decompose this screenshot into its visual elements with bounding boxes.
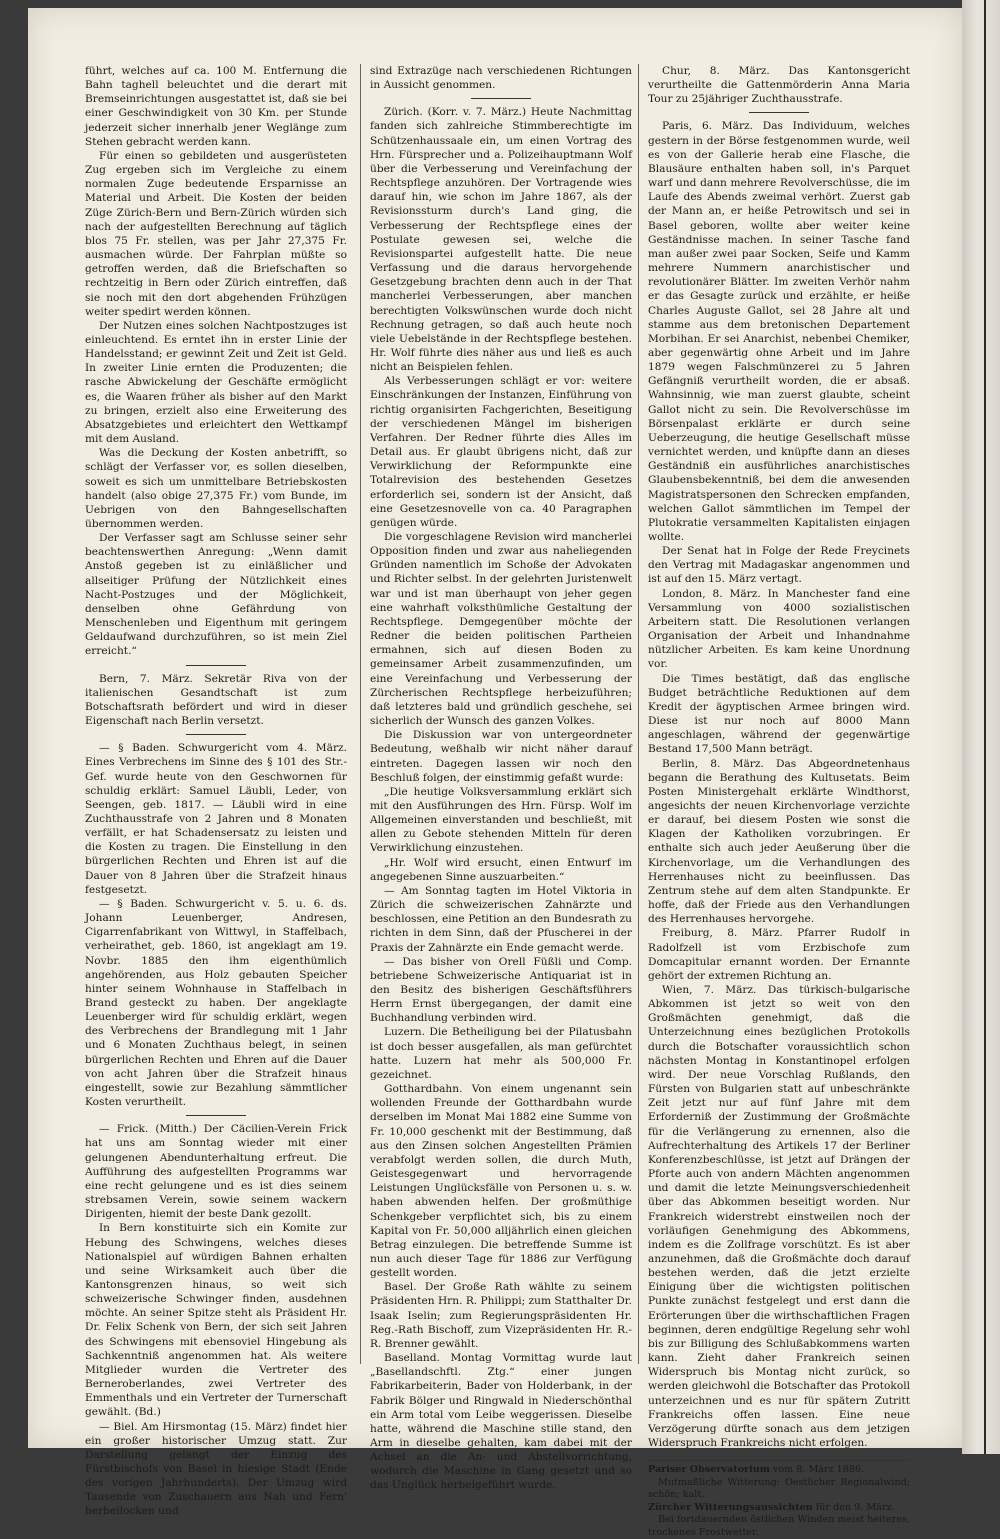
article-paragraph: führt, welches auf ca. 100 M. Entfernung die Bahn taghell beleuchtet und die derart mit Bremseinrichtungen ausgestattet ist, daß sie bei einer Geschwindigkeit von 30 Km. per Stunde jederzeit sicher innerhalb jener Weglänge zum Stehen gebracht werden kann. — [85, 65, 347, 148]
article-paragraph: Zürich. (Korr. v. 7. März.) Heute Nachmittag fanden sich zahlreiche Stimmberechtigte im Schützenhaussaale ein, um einen Vortrag des Hrn. Fürsprecher und a. Polizeihauptmann Wolf über die Verbesserung und Vereinfachung der Rechtspflege anzuhören. Der Vortragende wies darauf hin, wie schon im Jahre 1867, als der Revisionssturm durch's Land ging, die Verbesserung der Rechtspflege eines der Postulate gewesen sei, welche die Revisionspartei aufgestellt hatte. Die neue Verfassung und die daraus hervorgehende Gesetzgebung brachten denn auch in der That mancherlei Verbesserungen, aber manchen berechtigten Volkswünschen wurde doch nicht Rechnung getragen, so daß auch heute noch viele Uebelstände in der Rechtspflege bestehen. Hr. Wolf führte dies näher aus und ließ es auch nicht an Beispielen fehlen. — [370, 106, 632, 374]
article-paragraph: Der Verfasser sagt am Schlusse seiner sehr beachtenswerthen Anregung: „Wenn damit Anstoß gegeben ist zu einläßlicher und allseitiger Prüfung der Nützlichkeit eines Nacht-Postzuges und der Möglichkeit, denselben ohne Gefährdung von Menschenleben und Eigenthum mit geringem Geldaufwand durchzuführen, so ist mein Ziel erreicht.“ — [85, 532, 347, 658]
zurich-forecast: Bei fortdauernden östlichen Winden meist heiteres, trockenes Frostwetter. — [648, 1514, 910, 1538]
column-right — [648, 64, 910, 1539]
column-left — [85, 64, 347, 1519]
zurich-weather-title: Zürcher Witterungsaussichten — [648, 1501, 813, 1513]
article-separator — [186, 1115, 246, 1116]
article-paragraph: Die Diskussion war von untergeordneter Bedeutung, weßhalb wir nicht näher darauf eintreten. Dagegen lassen wir noch den Beschluß folgen, der einstimmig gefaßt wurde: — [370, 729, 632, 784]
observatory-forecast: Mutmaßliche Witterung: Oestlicher Regionalwind; schön; kalt. — [648, 1476, 910, 1501]
article-paragraph: Die vorgeschlagene Revision wird mancherlei Opposition finden und zwar aus naheliegenden Gründen namentlich im Schoße der Advokaten und Richter selbst. In der gelehrten Juristenwelt war und ist man überhaupt von jeher gegen eine wahrhaft volksthümliche Gestaltung der Rechtspflege. Demgegenüber möchte der Redner die beiden politischen Partheien ermahnen, sich auf diesen Boden zu gemeinsamer Arbeit zusammenzufinden, um eine Vereinfachung und Verbesserung der Zürcherischen Rechtspflege herbeizuführen; daß letzteres bald und gründlich geschehe, sei sicherlich der Wunsch des ganzen Volkes. — [370, 531, 632, 728]
article-paragraph: — Biel. Am Hirsmontag (15. März) findet hier ein großer historischer Umzug statt. Zur Darstellung gelangt der Einzug des Fürstbischofs von Basel in hiesige Stadt (Ende des vorigen Jahrhunderts). Der Umzug wird Tausende von Zuschauern aus Nah und Fern' herbeilocken und — [85, 1420, 347, 1518]
article-paragraph: Paris, 6. März. Das Individuum, welches gestern in der Börse festgenommen wurde, weil es von der Gallerie herab eine Flasche, die Blausäure enthalten haben soll, in's Parquet warf und dann mehrere Revolverschüsse, die im Laufe des Abends zweimal verhört. Zuerst gab der Mann an, er heiße Petrowitsch und sei in Basel geboren, wollte aber weiter keine Geständnisse machen. In seiner Tasche fand man außer zwei paar Socken, Seife und Kamm mehrere Nummern anarchistischer und revolutionärer Blätter. Im zweiten Verhör nahm er das Gesagte zurück und erzählte, er heiße Charles Auguste Gallot, sei 28 Jahre alt und stamme aus dem bretonischen Departement Morbihan. Er sei Anarchist, nebenbei Chemiker, aber gegenwärtig ohne Arbeit und im Jahre 1879 wegen Falschmünzerei zu 5 Jahren Gefängniß verurtheilt worden, die er absaß. Wahnsinnig, wie man zuerst glaubte, scheint Gallot nicht zu sein. Die Revolverschüsse im Börsenpalast erklärte er durch seine Ueberzeugung, die heutige Gesellschaft müsse vernichtet werden, und knüpfte dann an dieses Geständniß ein ausführliches anarchistisches Glaubensbekenntniß, bei dem die anwesenden Magistratspersonen den Schrecken empfanden, welchen Gallot sämmtlichen im Tempel der Plutokratie versammelten Kapitalisten einjagen wollte. — [648, 120, 910, 543]
article-paragraph: Bern, 7. März. Sekretär Riva von der italienischen Gesandtschaft ist zum Botschaftsrath befördert und wird in dieser Eigenschaft nach Berlin versetzt. — [85, 672, 347, 728]
article-separator — [749, 112, 809, 113]
article-paragraph: Luzern. Die Betheiligung bei der Pilatusbahn ist doch besser ausgefallen, als man gefürchtet hatte. Luzern hat mehr als 500,000 Fr. gezeichnet. — [370, 1026, 632, 1081]
article-paragraph: Die Times bestätigt, daß das englische Budget beträchtliche Reduktionen auf dem Kredit der ägyptischen Armee bringen wird. Diese ist nur noch auf 8000 Mann angeschlagen, während der gegenwärtige Bestand 17,500 Mann beträgt. — [648, 672, 910, 756]
article-separator — [186, 734, 246, 735]
article-paragraph: Gotthardbahn. Von einem ungenannt sein wollenden Freunde der Gotthardbahn wurde derselben im Monat Mai 1882 eine Summe von Fr. 10,000 geschenkt mit der Bestimmung, daß aus den Zinsen solchen Angestellten Prämien verabfolgt werden sollen, die durch Muth, Geistesgegenwart und hervorragende Leistungen Unglücksfälle von Personen u. s. w. haben abwenden helfen. Der großmüthige Schenkgeber verpflichtet sich, bis zu einem Kapital von Fr. 50,000 alljährlich einen gleichen Betrag einzulegen. Die betreffende Summe ist nun auch dieser Tage für 1886 zur Verfügung gestellt worden. — [370, 1083, 632, 1280]
article-paragraph: Der Nutzen eines solchen Nachtpostzuges ist einleuchtend. Es erntet ihn in erster Linie der Handelsstand; er gewinnt Zeit und Zeit ist Geld. In zweiter Linie ernten die Produzenten; die rasche Abwickelung der Geschäfte ermöglicht es, die Waaren früher als bisher auf den Markt zu bringen, erzielt also eine Erweiterung des Absatzgebietes und erleichtert den Wettkampf mit dem Ausland. — [85, 319, 347, 446]
article-separator — [471, 98, 531, 99]
article-separator — [186, 665, 246, 666]
weather-report — [648, 1460, 910, 1539]
column-rule — [638, 64, 639, 1364]
article-paragraph: Für einen so gebildeten und ausgerüsteten Zug ergeben sich im Vergleiche zu einem normalen Zuge bedeutende Ersparnisse an Material und Arbeit. Die Kosten der beiden Züge Zürich-Bern und Bern-Zürich würden sich nach der aufgestellten Berechnung auf täglich blos 75 Fr. stellen, was per Jahr 27,375 Fr. ausmachen würde. Der Fahrplan müßte so getroffen werden, daß die Briefschaften so rechtzeitig in Bern oder Zürich eintreffen, daß sie noch mit den dort abgehenden Frühzügen weiter spedirt werden können. — [85, 149, 347, 318]
zurich-weather — [648, 1502, 910, 1515]
article-paragraph: London, 8. März. In Manchester fand eine Versammlung von 4000 sozialistischen Arbeitern statt. Die Resolutionen verlangen Organisation der Arbeit und Inhandnahme nützlicher Arbeiten. Es kam keine Unordnung vor. — [648, 587, 910, 671]
article-paragraph: Freiburg, 8. März. Pfarrer Rudolf in Radolfzell ist vom Erzbischofe zum Domcapitular ernannt worden. Der Ernannte gehört der extremen Richtung an. — [648, 927, 910, 982]
article-paragraph: Wien, 7. März. Das türkisch-bulgarische Abkommen ist jetzt so weit von den Großmächten genehmigt, daß die Unterzeichnung eines bezüglichen Protokolls durch die Botschafter voraussichtlich schon nächsten Montag in Konstantinopel erfolgen wird. Der neue Vorschlag Rußlands, den Fürsten von Bulgarien statt auf unbeschränkte Zeit jetzt nur auf fünf Jahre mit dem Erforderniß der Zustimmung der Großmächte für die Verlängerung zu ernennen, also die Aufrechterhaltung des Artikels 17 der Berliner Konferenzbeschlüsse, ist jetzt auf Drängen der Pforte auch von andern Mächten angenommen und damit die letzte Meinungsverschiedenheit über das Abkommen beseitigt worden. Nur Frankreich widerstrebt einstweilen noch der vorläufigen Genehmigung des Abkommens, indem es die Zollfrage vorschützt. Es ist aber anzunehmen, daß die Großmächte doch darauf bestehen werden, daß die jetzt erzielte Einigung über die wichtigsten politischen Punkte zunächst festgelegt und erst dann die Erörterungen über die wirthschaftlichen Fragen beginnen, deren endgültige Regelung sehr wohl bis zur Billigung des Schlußabkommens warten kann. Zieht daher Frankreich seinen Widerspruch bis Montag nicht zurück, so werden gleichwohl die Botschafter das Protokoll unterzeichnen und es nur für spätern Zutritt Frankreichs offen lassen. Eine neue Verzögerung dürfte sonach aus dem jetzigen Widerspruch Frankreichs nicht erfolgen. — [648, 984, 910, 1449]
article-paragraph: Chur, 8. März. Das Kantonsgericht verurtheilte die Gattenmörderin Anna Maria Tour zu 25jähriger Zuchthausstrafe. — [648, 65, 910, 106]
column-middle — [370, 64, 632, 1493]
article-paragraph: — Am Sonntag tagten im Hotel Viktoria in Zürich die schweizerischen Zahnärzte und beschlossen, eine Petition an den Bundesrath zu richten in dem Sinn, daß der Pfuscherei in der Praxis der Zahnärzte ein Ende gemacht werde. — [370, 884, 632, 954]
article-paragraph: sind Extrazüge nach verschiedenen Richtungen in Aussicht genommen. — [370, 65, 632, 92]
column-rule — [360, 64, 361, 1364]
article-paragraph: — Frick. (Mitth.) Der Cäcilien-Verein Frick hat uns am Sonntag wieder mit einer gelungenen Abendunterhaltung erfreut. Die Aufführung des aufgestellten Programms war eine recht gelungene und es ist dies seinem strebsamen Verein, sowie seinem wackern Dirigenten, hiemit der beste Dank gezollt. — [85, 1123, 347, 1221]
observatory-title: Pariser Observatorium — [648, 1464, 770, 1476]
article-paragraph: Als Verbesserungen schlägt er vor: weitere Einschränkungen der Instanzen, Einführung von richtig organisirten Fachgerichten, Beseitigung der verschiedenen Mängel im bisherigen Verfahren. Der Redner führte dies Alles im Detail aus. Er glaubt übrigens nicht, daß zur Verwirklichung der Reformpunkte eine Totalrevision des bestehenden Gesetzes erforderlich sei, sondern ist der Ansicht, daß eine Gesetzesnovelle von ca. 40 Paragraphen genügen würde. — [370, 375, 632, 529]
observatory-date: vom 8. März 1886. — [772, 1464, 865, 1476]
scan-edge-strip — [962, 0, 1000, 1454]
article-paragraph: — Das bisher von Orell Füßli und Comp. betriebene Schweizerische Antiquariat ist in den Besitz des bisherigen Geschäftsführers Herrn Ernst übergegangen, der damit eine Buchhandlung verbinden wird. — [370, 955, 632, 1025]
article-paragraph: Was die Deckung der Kosten anbetrifft, so schlägt der Verfasser vor, es sollen dieselben, soweit es sich um unmittelbare Betriebskosten handelt (also obige 27,375 Fr.) vom Bunde, im Uebrigen von den Bahngesellschaften übernommen werden. — [85, 447, 347, 530]
article-paragraph: „Die heutige Volksversammlung erklärt sich mit den Ausführungen des Hrn. Fürsp. Wolf im Allgemeinen einverstanden und beschließt, mit allen zu Gebote stehenden Mitteln für deren Verwirklichung einzustehen. — [370, 785, 632, 855]
article-paragraph: — § Baden. Schwurgericht v. 5. u. 6. ds. Johann Leuenberger, Andresen, Cigarrenfabrikant von Wittwyl, in Staffelbach, verheirathet, geb. 1860, ist angeklagt am 19. Novbr. 1885 den ihm eigenthümlich angehörenden, aus Holz gebauten Speicher hinter seinem Wohnhause in Staffelbach in Brand gesteckt zu haben. Der angeklagte Leuenberger wird für schuldig erklärt, wegen des Verbrechens der Brandlegung mit 1 Jahr und 6 Monaten Zuchthaus belegt, in seinen bürgerlichen Rechten und Ehren auf die Dauer von acht Jahren über die Strafzeit hinaus eingestellt, sowie zur Bezahlung sämmtlicher Kosten verurtheilt. — [85, 897, 347, 1109]
article-paragraph: Berlin, 8. März. Das Abgeordnetenhaus begann die Berathung des Kultusetats. Beim Posten Ministergehalt erklärte Windthorst, angesichts der neuen Kirchenvorlage verzichte er darauf, bei diesem Posten wie sonst die Klagen der Katholiken vorzubringen. Er enthalte sich auch jeder Aeußerung über die Kirchenvorlage, um die Verhandlungen des Herrenhauses nicht zu beeinflussen. Das Zentrum stehe auf dem alten Standpunkte. Er hoffe, daß der Friede aus den Verhandlungen des Herrenhauses hervorgehe. — [648, 757, 910, 926]
article-paragraph: „Hr. Wolf wird ersucht, einen Entwurf im angegebenen Sinne auszuarbeiten.“ — [370, 856, 632, 883]
paris-observatory — [648, 1464, 910, 1477]
article-paragraph: Basel. Der Große Rath wählte zu seinem Präsidenten Hrn. R. Philippi; zum Statthalter Dr. Isaak Iselin; zum Regierungspräsidenten Hr. Reg.-Rath Bischoff, zum Vizepräsidenten Hr. R.-R. Brenner gewählt. — [370, 1281, 632, 1350]
article-paragraph: Der Senat hat in Folge der Rede Freycinets den Vertrag mit Madagaskar angenommen und ist auf den 15. März vertagt. — [648, 545, 910, 586]
zurich-weather-date: für den 9. März. — [815, 1501, 895, 1513]
article-paragraph: In Bern konstituirte sich ein Komite zur Hebung des Schwingens, welches dieses Nationalspiel auf würdigen Bahnen erhalten und seine Wirksamkeit auch über die Kantonsgrenzen hinaus, so weit sich schweizerische Schwinger finden, ausdehnen möchte. An seiner Spitze steht als Präsident Hr. Dr. Felix Schenk von Bern, der sich seit Jahren des Schwingens mit ebensoviel Hingebung als Sachkenntniß angenommen hat. Als weitere Mitglieder wurden die Vertreter des Berneroberlandes, zwei Vertreter des Emmenthals und ein Vertreter der Turnerschaft gewählt. (Bd.) — [85, 1222, 347, 1419]
article-paragraph: Baselland. Montag Vormittag wurde laut „Basellandschftl. Ztg.“ einer jungen Fabrikarbeiterin, Bader von Holderbank, in der Fabrik Bölger und Ringwald in Niederschönthal ein Arm total vom Leibe weggerissen. Dieselbe hatte, während die Maschine stille stand, den Arm in dieselbe gehalten, kam dabei mit der Achsel an die An- und Abstellvorrichtung, wodurch die Maschine in Gang gesetzt und so das Unglück herbeigeführt wurde. — [370, 1352, 632, 1492]
article-paragraph: — § Baden. Schwurgericht vom 4. März. Eines Verbrechens im Sinne des § 101 des Str.-Gef. wurde heute von den Geschwornen für schuldig erklärt: Samuel Läubli, Leder, von Seengen, geb. 1817. — Läubli wird in eine Zuchthausstrafe von 2 Jahren und 8 Monaten verfällt, er hat Schadensersatz zu leisten und die Kosten zu tragen. Die Einstellung in den bürgerlichen Rechten und Ehren ist auf die Dauer von 8 Jahren über die Strafzeit hinaus festgesetzt. — [85, 742, 347, 896]
